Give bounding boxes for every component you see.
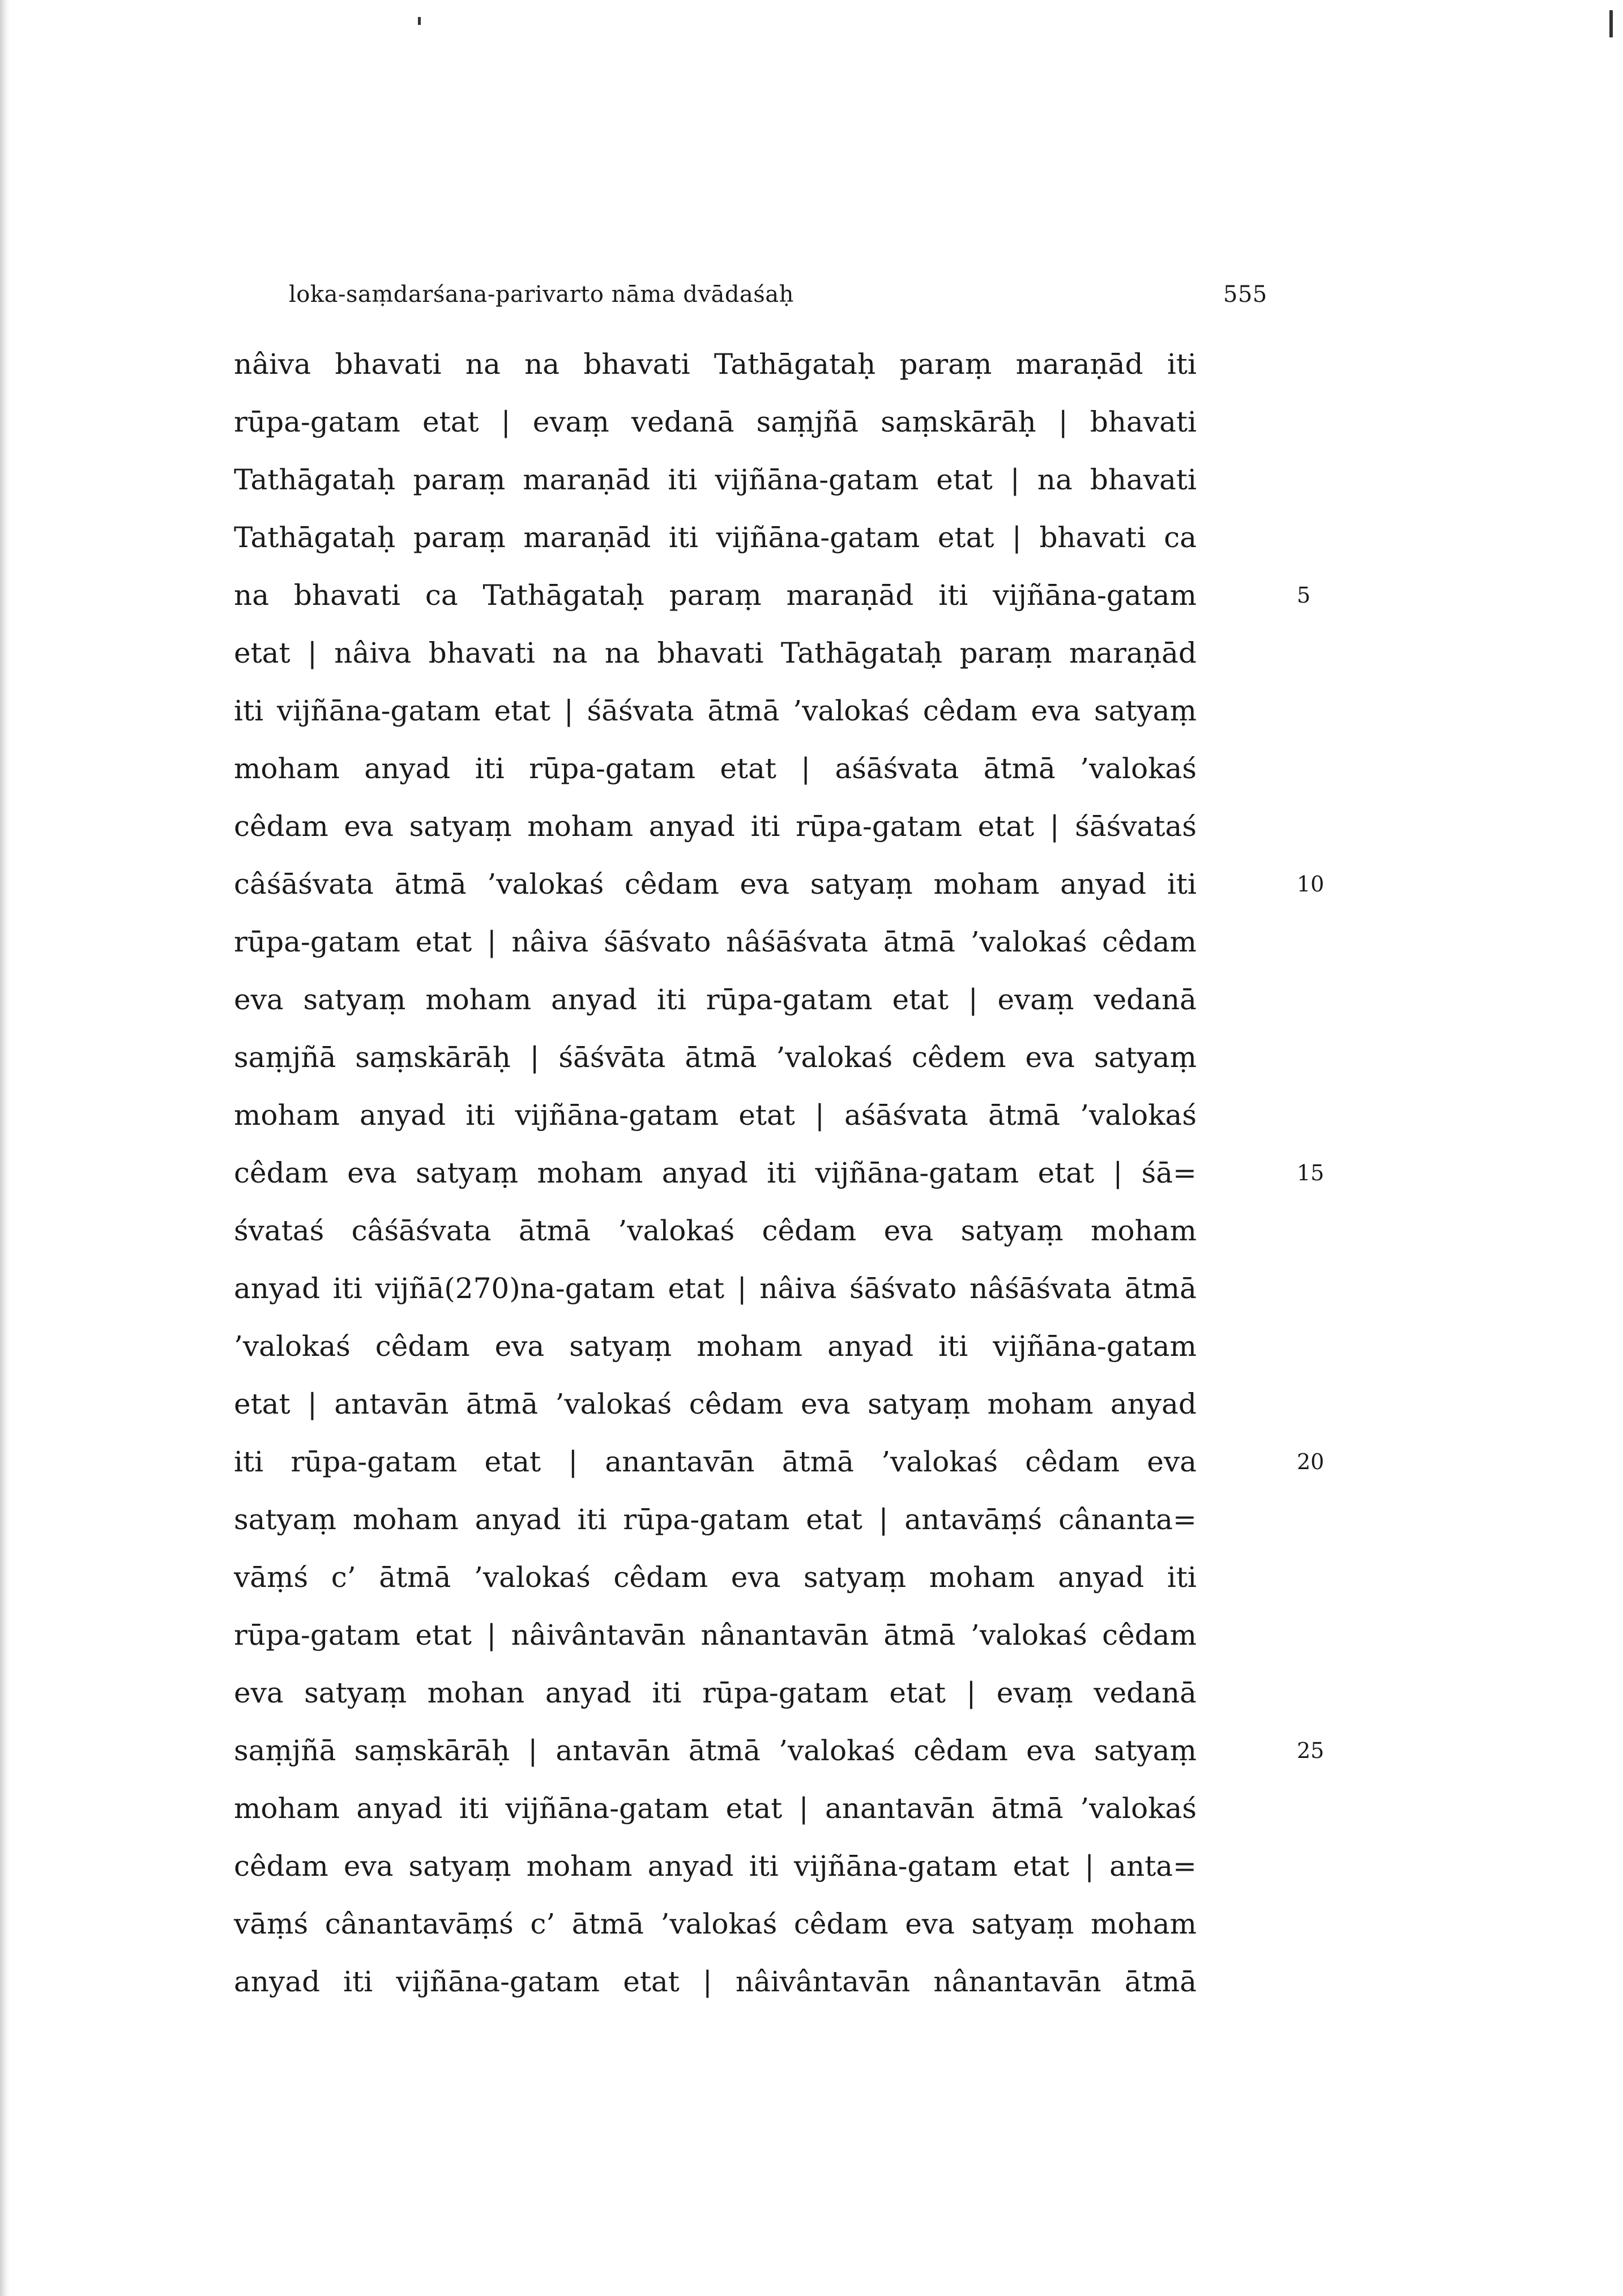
scan-edge-shadow [0,0,10,2296]
text-line: nâiva bhavati na na bhavati Tathāgataḥ paraṃ maraṇād iti [234,348,1197,381]
text-line: etat | nâiva bhavati na na bhavati Tathāgataḥ paraṃ maraṇād [234,637,1197,669]
text-line: cêdam eva satyaṃ moham anyad iti rūpa-gatam etat | śāśvataś [234,810,1197,843]
running-head [289,281,1267,315]
body-text [234,335,1197,2011]
text-line: saṃjñā saṃskārāḥ | śāśvāta ātmā ’valokaś cêdem eva satyaṃ [234,1041,1197,1074]
text-line: moham anyad iti vijñāna-gatam etat | aśāśvata ātmā ’valokaś [234,1099,1197,1132]
text-line: etat | antavān ātmā ’valokaś cêdam eva satyaṃ moham anyad [234,1388,1197,1420]
text-line: câśāśvata ātmā ’valokaś cêdam eva satyaṃ moham anyad iti [234,868,1197,901]
text-line: vāṃś cânantavāṃś c’ ātmā ’valokaś cêdam eva satyaṃ moham [234,1907,1197,1940]
text-line: eva satyaṃ moham anyad iti rūpa-gatam etat | evaṃ vedanā [234,983,1197,1016]
text-line: cêdam eva satyaṃ moham anyad iti vijñāna-gatam etat | śā= [234,1156,1197,1189]
scan-speck [418,17,421,25]
text-line: anyad iti vijñāna-gatam etat | nâivântavān nânantavān ātmā [234,1965,1197,1998]
text-line: ’valokaś cêdam eva satyaṃ moham anyad iti vijñāna-gatam [234,1330,1197,1363]
text-line: eva satyaṃ mohan anyad iti rūpa-gatam etat | evaṃ vedanā [234,1676,1197,1709]
line-number: 10 [1297,872,1325,897]
text-line: Tathāgataḥ paraṃ maraṇād iti vijñāna-gatam etat | na bhavati [234,463,1197,496]
text-line: rūpa-gatam etat | evaṃ vedanā saṃjñā saṃskārāḥ | bhavati [234,406,1197,438]
page-number: 555 [1223,281,1267,308]
text-line: saṃjñā saṃskārāḥ | antavān ātmā ’valokaś cêdam eva satyaṃ [234,1734,1197,1767]
text-line: iti vijñāna-gatam etat | śāśvata ātmā ’valokaś cêdam eva satyaṃ [234,694,1197,727]
text-line: cêdam eva satyaṃ moham anyad iti vijñāna-gatam etat | anta= [234,1850,1197,1883]
line-number: 15 [1297,1160,1325,1185]
line-number: 25 [1297,1738,1325,1763]
line-number: 5 [1297,583,1311,608]
text-line: moham anyad iti vijñāna-gatam etat | anantavān ātmā ’valokaś [234,1792,1197,1825]
line-number: 20 [1297,1449,1325,1474]
running-title: loka-saṃdarśana-parivarto nāma dvādaśaḥ [289,281,794,308]
text-line: moham anyad iti rūpa-gatam etat | aśāśvata ātmā ’valokaś [234,752,1197,785]
text-line: rūpa-gatam etat | nâiva śāśvato nâśāśvata ātmā ’valokaś cêdam [234,925,1197,958]
text-line: rūpa-gatam etat | nâivântavān nânantavān ātmā ’valokaś cêdam [234,1619,1197,1651]
text-line: iti rūpa-gatam etat | anantavān ātmā ’valokaś cêdam eva [234,1445,1197,1478]
text-line: na bhavati ca Tathāgataḥ paraṃ maraṇād iti vijñāna-gatam [234,579,1197,612]
text-line: anyad iti vijñā(270)na-gatam etat | nâiva śāśvato nâśāśvata ātmā [234,1272,1197,1305]
text-line: Tathāgataḥ paraṃ maraṇād iti vijñāna-gatam etat | bhavati ca [234,521,1197,554]
text-line: śvataś câśāśvata ātmā ’valokaś cêdam eva satyaṃ moham [234,1214,1197,1247]
text-line: vāṃś c’ ātmā ’valokaś cêdam eva satyaṃ moham anyad iti [234,1561,1197,1594]
scan-speck [1609,10,1613,37]
text-line: satyaṃ moham anyad iti rūpa-gatam etat | antavāṃś cânanta= [234,1503,1197,1536]
